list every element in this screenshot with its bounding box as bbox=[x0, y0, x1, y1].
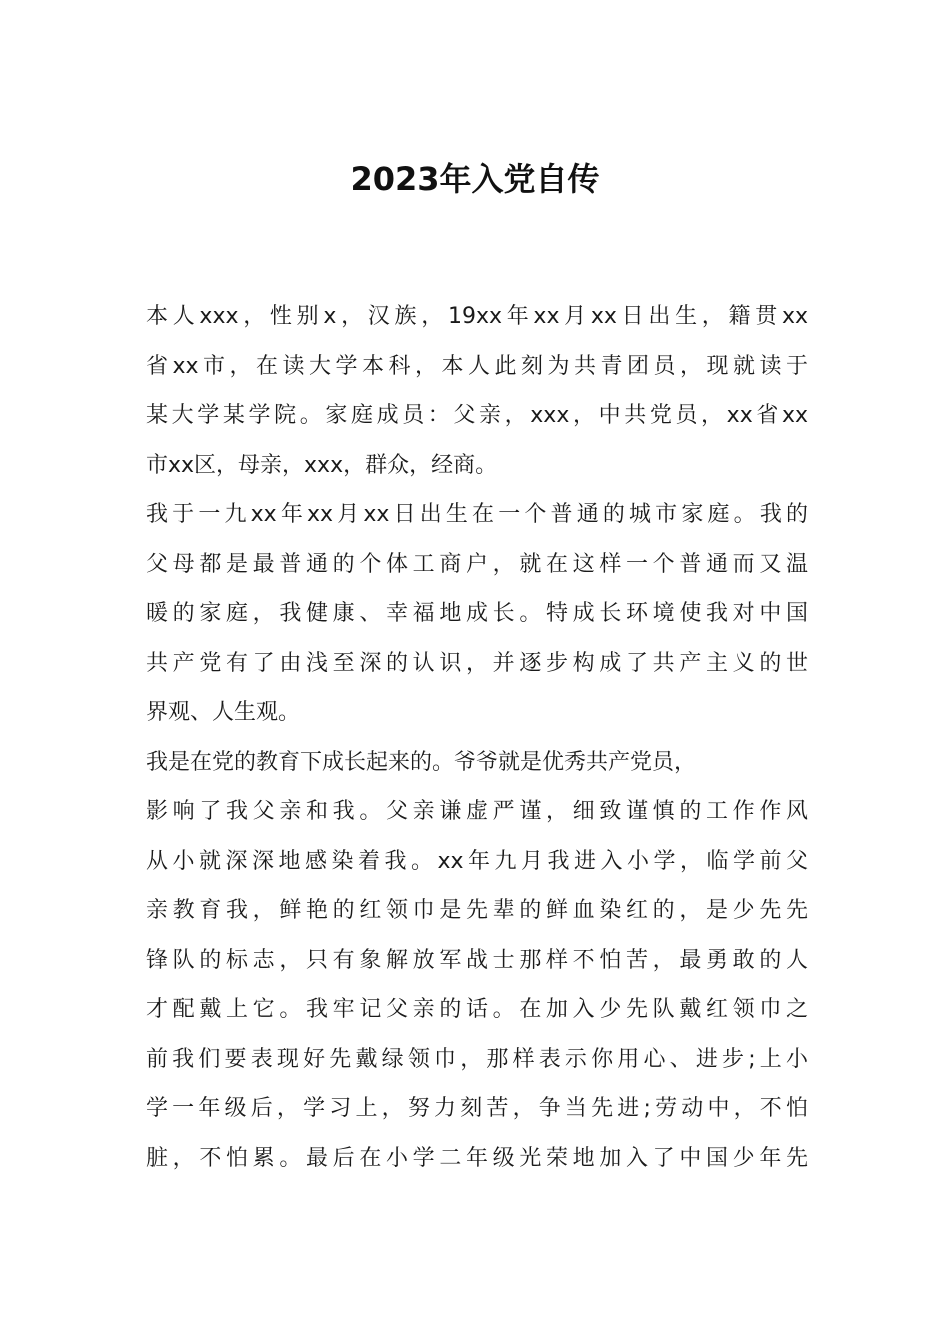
body-line: 脏，不怕累。最后在小学二年级光荣地加入了中国少年先 bbox=[146, 1145, 808, 1171]
body-line: 本人xxx，性别x，汉族，19xx年xx月xx日出生，籍贯xx bbox=[146, 304, 808, 329]
body-line: 我是在党的教育下成长起来的。爷爷就是优秀共产党员， bbox=[146, 749, 697, 775]
body-line: 影响了我父亲和我。父亲谦虚严谨，细致谨慎的工作作风 bbox=[146, 799, 808, 824]
body-line: 亲教育我，鲜艳的红领巾是先辈的鲜血染红的，是少先先 bbox=[146, 898, 808, 923]
body-line: 从小就深深地感染着我。xx年九月我进入小学，临学前父 bbox=[146, 848, 808, 874]
body-line: 父母都是最普通的个体工商户，就在这样一个普通而又温 bbox=[146, 551, 808, 577]
body-line: 某大学某学院。家庭成员：父亲，xxx，中共党员，xx省xx bbox=[146, 403, 808, 428]
body-line: 市xx区，母亲，xxx，群众，经商。 bbox=[146, 452, 498, 478]
body-line: 才配戴上它。我牢记父亲的话。在加入少先队戴红领巾之 bbox=[146, 997, 808, 1022]
document-title: 2023年入党自传 bbox=[350, 160, 600, 198]
body-line: 锋队的标志，只有象解放军战士那样不怕苦，最勇敢的人 bbox=[146, 947, 808, 973]
body-line: 省xx市，在读大学本科，本人此刻为共青团员，现就读于 bbox=[146, 353, 808, 379]
body-line: 前我们要表现好先戴绿领巾，那样表示你用心、进步;上小 bbox=[146, 1046, 808, 1072]
body-line: 我于一九xx年xx月xx日出生在一个普通的城市家庭。我的 bbox=[146, 502, 808, 527]
body-line: 学一年级后，学习上，努力刻苦，争当先进;劳动中，不怕 bbox=[146, 1096, 808, 1121]
body-line: 共产党有了由浅至深的认识，并逐步构成了共产主义的世 bbox=[146, 650, 808, 676]
body-line: 界观、人生观。 bbox=[146, 700, 301, 725]
body-line: 暖的家庭，我健康、幸福地成长。特成长环境使我对中国 bbox=[146, 601, 808, 626]
document-body bbox=[146, 292, 808, 1183]
